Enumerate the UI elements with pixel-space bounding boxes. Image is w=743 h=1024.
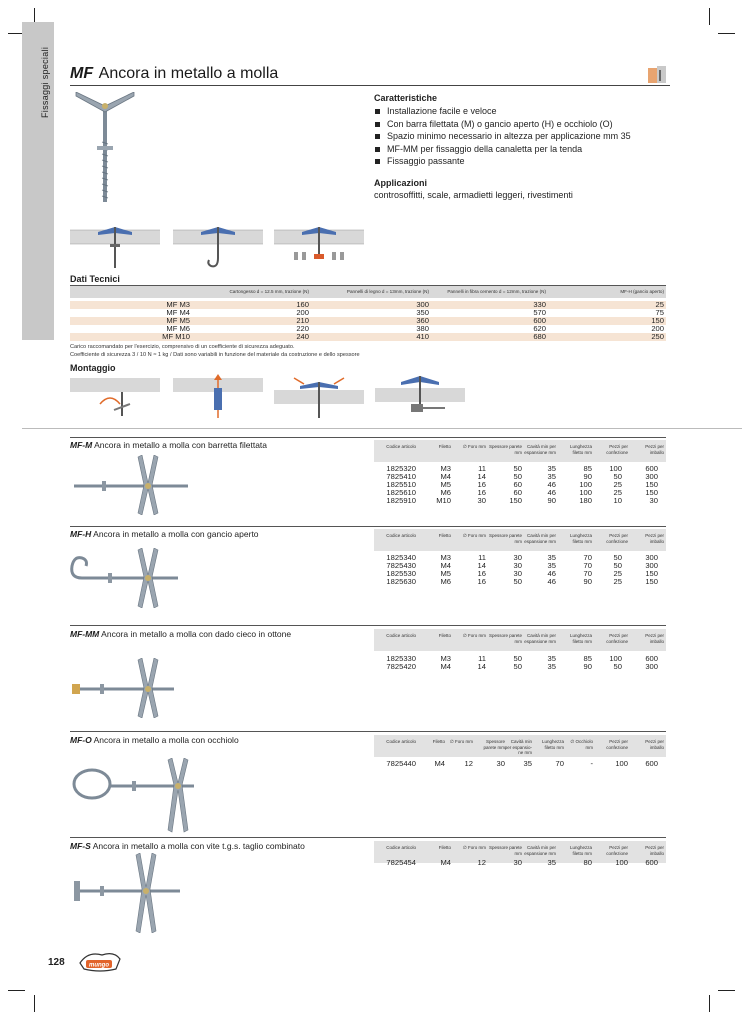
product-name: Ancora in metallo a molla con barretta filettata xyxy=(94,440,268,450)
applications-heading: Applicazioni xyxy=(374,178,428,188)
tech-table-row xyxy=(70,301,666,309)
column-header: Spessore parete mm xyxy=(483,739,505,750)
crop-mark xyxy=(34,995,35,1012)
cell: 30 xyxy=(513,858,522,867)
cell-code: 1825340 xyxy=(386,553,416,562)
crop-mark xyxy=(718,990,735,991)
section-separator xyxy=(22,428,742,429)
cell: 85 xyxy=(583,654,592,663)
crop-mark xyxy=(709,995,710,1012)
cell: 100 xyxy=(615,759,628,768)
cell: 150 xyxy=(645,488,658,497)
cell: M4 xyxy=(434,759,445,768)
product-name: Ancora in metallo a molla con occhiolo xyxy=(93,735,239,745)
cell: 60 xyxy=(513,480,522,489)
feature-item: Fissaggio passante xyxy=(374,155,631,168)
cell-code: 7825440 xyxy=(386,759,416,768)
tech-column-header: Cartongesso d = 12.5 mm, trazione (N) xyxy=(229,289,309,294)
column-header: Lunghezza filetto mm xyxy=(569,633,592,644)
cell: M5 xyxy=(440,569,451,578)
cell: 50 xyxy=(513,577,522,586)
column-header: Lunghezza filetto mm xyxy=(569,533,592,544)
product-title-mf-h xyxy=(70,529,259,539)
cell: 35 xyxy=(523,759,532,768)
tech-cell: MF M4 xyxy=(166,308,190,317)
cell: 150 xyxy=(645,569,658,578)
tech-table-row xyxy=(70,333,666,341)
product-image-mf-h xyxy=(68,548,188,608)
application-diagram-cement xyxy=(274,222,364,270)
tech-column-header: Pannelli in fibra cemento d = 12mm, trazione (N) xyxy=(447,289,546,294)
crop-mark xyxy=(709,8,710,25)
tech-cell: 330 xyxy=(533,300,546,309)
cell: M3 xyxy=(440,553,451,562)
cell-code: 1825510 xyxy=(386,480,416,489)
product-image-mf-o xyxy=(68,758,198,833)
column-header: Pezzi per imballo xyxy=(645,444,664,455)
product-image-mf-m xyxy=(72,455,192,515)
cell-code: 1825910 xyxy=(386,496,416,505)
cell-code: 7825454 xyxy=(386,858,416,867)
cell: 35 xyxy=(547,553,556,562)
product-code: MF-S xyxy=(70,841,91,851)
column-header: Filetto xyxy=(432,739,445,744)
tech-table-header xyxy=(70,285,666,298)
tech-cell: 250 xyxy=(651,332,664,341)
cell-code: 7825420 xyxy=(386,662,416,671)
cell: 30 xyxy=(513,553,522,562)
cell: 30 xyxy=(496,759,505,768)
cell: 11 xyxy=(478,654,486,663)
cell: 35 xyxy=(547,464,556,473)
cell: 14 xyxy=(477,662,486,671)
tech-cell: 75 xyxy=(655,308,664,317)
product-image-mf-mm xyxy=(70,658,190,718)
cell: 30 xyxy=(477,496,486,505)
column-header: Pezzi per imballo xyxy=(645,533,664,544)
cell: 50 xyxy=(513,662,522,671)
column-header: ∅ Foro mm xyxy=(462,633,486,638)
cell: 35 xyxy=(547,561,556,570)
cell: 600 xyxy=(645,858,658,867)
cell: 100 xyxy=(609,654,622,663)
cell: 150 xyxy=(509,496,522,505)
column-header: Pezzi per confezione xyxy=(606,533,628,544)
tech-table-row xyxy=(70,325,666,333)
tech-note: Coefficiente di sicurezza 3 / 10 N ≈ 1 kg / Dati sono variabili in funzione del materiale da costruzione e dello spessore xyxy=(70,352,360,358)
page-title xyxy=(70,65,278,83)
column-header: ∅ Occhiolo mm xyxy=(570,739,593,750)
cell: 11 xyxy=(478,553,486,562)
cell: 90 xyxy=(583,472,592,481)
cell: M3 xyxy=(440,654,451,663)
column-header: Cavità min per espansio- ne mm xyxy=(504,739,532,756)
cell-code: 1825320 xyxy=(386,464,416,473)
column-header: Pezzi per confezione xyxy=(606,845,628,856)
cell: 35 xyxy=(547,858,556,867)
brand-code: MF xyxy=(70,65,94,82)
cell: 100 xyxy=(579,480,592,489)
cell: 16 xyxy=(477,480,486,489)
product-rule xyxy=(70,837,666,838)
cell-code: 7825410 xyxy=(386,472,416,481)
column-header: Codice articolo xyxy=(386,845,416,850)
cell: 300 xyxy=(645,553,658,562)
cell: 300 xyxy=(645,662,658,671)
cell: 30 xyxy=(513,569,522,578)
column-header: Pezzi per confezione xyxy=(606,444,628,455)
tech-cell: 600 xyxy=(533,316,546,325)
cell-code: 7825430 xyxy=(386,561,416,570)
product-table-header xyxy=(374,735,666,757)
tech-table-rule xyxy=(70,285,666,286)
cell: 70 xyxy=(583,553,592,562)
cell: M4 xyxy=(440,662,451,671)
tech-cell: 350 xyxy=(416,308,429,317)
cell: 150 xyxy=(645,480,658,489)
cell: 12 xyxy=(464,759,473,768)
tech-cell: 160 xyxy=(296,300,309,309)
cell: 50 xyxy=(513,472,522,481)
cell: M10 xyxy=(436,496,451,505)
cell: M4 xyxy=(440,858,451,867)
assembly-step-1 xyxy=(70,374,160,420)
column-header: Filetto xyxy=(438,444,451,449)
cell: 150 xyxy=(645,577,658,586)
tech-cell: 300 xyxy=(416,300,429,309)
cell: M4 xyxy=(440,472,451,481)
tech-cell: MF M3 xyxy=(166,300,190,309)
cell: 14 xyxy=(477,561,486,570)
table-row xyxy=(374,760,666,768)
cell: 16 xyxy=(477,569,486,578)
table-row xyxy=(374,859,666,867)
cell: 300 xyxy=(645,561,658,570)
tech-cell: 240 xyxy=(296,332,309,341)
cell: 25 xyxy=(613,577,622,586)
cell: 100 xyxy=(615,858,628,867)
title-divider xyxy=(70,85,670,86)
column-header: ∅ Foro mm xyxy=(449,739,473,744)
application-diagram-hook xyxy=(173,222,263,270)
cell: 12 xyxy=(477,858,486,867)
column-header: ∅ Foro mm xyxy=(462,444,486,449)
product-rule xyxy=(70,731,666,732)
column-header: Spessore parete mm xyxy=(488,845,522,856)
table-row xyxy=(374,497,666,505)
feature-item: Installazione facile e veloce xyxy=(374,105,631,118)
cell: - xyxy=(590,759,593,768)
cell: M4 xyxy=(440,561,451,570)
table-row xyxy=(374,663,666,671)
cell-code: 1825630 xyxy=(386,577,416,586)
product-rule xyxy=(70,437,666,438)
cell: 35 xyxy=(547,472,556,481)
category-icon xyxy=(648,65,666,83)
cell: 70 xyxy=(583,561,592,570)
tech-table-row xyxy=(70,317,666,325)
cell: 600 xyxy=(645,759,658,768)
cell: 100 xyxy=(609,464,622,473)
tech-cell: MF M5 xyxy=(166,316,190,325)
cell: 80 xyxy=(583,858,592,867)
feature-item: Con barra filettata (M) o gancio aperto (H) e occhiolo (O) xyxy=(374,118,631,131)
page-number: 128 xyxy=(48,957,65,968)
cell: 85 xyxy=(583,464,592,473)
column-header: Spessore parete mm xyxy=(488,444,522,455)
column-header: Filetto xyxy=(438,845,451,850)
cell: 46 xyxy=(547,480,556,489)
cell: 16 xyxy=(477,577,486,586)
product-title-mf-o xyxy=(70,735,239,745)
title-text: Ancora in metallo a molla xyxy=(98,65,279,82)
tech-column-header: MF-H (gancio aperto) xyxy=(620,289,664,294)
tech-data-heading: Dati Tecnici xyxy=(70,274,120,284)
product-code: MF-O xyxy=(70,735,92,745)
cell: 50 xyxy=(613,662,622,671)
product-name: Ancora in metallo a molla con vite t.g.s. taglio combinato xyxy=(92,841,305,851)
product-title-mf-mm xyxy=(70,629,291,639)
column-header: Filetto xyxy=(438,633,451,638)
feature-item: Spazio minimo necessario in altezza per applicazione mm 35 xyxy=(374,130,631,143)
cell: 70 xyxy=(555,759,564,768)
column-header: Codice articolo xyxy=(386,444,416,449)
tech-cell: 410 xyxy=(416,332,429,341)
product-name: Ancora in metallo a molla con dado cieco in ottone xyxy=(101,629,292,639)
product-image-mf-s xyxy=(70,853,190,933)
column-header: Spessore parete mm xyxy=(488,533,522,544)
column-header: Cavità min per espansione mm xyxy=(524,533,556,544)
cell: 46 xyxy=(547,569,556,578)
column-header: Lunghezza filetto mm xyxy=(569,845,592,856)
tech-cell: 360 xyxy=(416,316,429,325)
cell: M5 xyxy=(440,480,451,489)
applications-text: controsoffitti, scale, armadietti leggeri, rivestimenti xyxy=(374,190,573,200)
tech-column-header: Pannelli di legno d = 13mm, trazione (N) xyxy=(346,289,429,294)
cell: 50 xyxy=(613,561,622,570)
product-rule xyxy=(70,526,666,527)
column-header: Codice articolo xyxy=(386,533,416,538)
product-code: MF-M xyxy=(70,440,93,450)
table-row xyxy=(374,578,666,586)
column-header: Pezzi per imballo xyxy=(645,739,664,750)
cell: 25 xyxy=(613,569,622,578)
product-title-mf-s xyxy=(70,841,305,851)
tech-cell: 620 xyxy=(533,324,546,333)
cell: 46 xyxy=(547,488,556,497)
cell: 50 xyxy=(613,553,622,562)
tech-cell: 200 xyxy=(296,308,309,317)
cell: 30 xyxy=(513,561,522,570)
assembly-step-4 xyxy=(375,374,465,420)
product-code: MF-H xyxy=(70,529,92,539)
column-header: Filetto xyxy=(438,533,451,538)
cell-code: 1825330 xyxy=(386,654,416,663)
product-table-header xyxy=(374,440,666,462)
brand-logo xyxy=(78,949,122,973)
column-header: Pezzi per imballo xyxy=(645,845,664,856)
product-title-mf-m xyxy=(70,440,267,450)
cell: 25 xyxy=(613,480,622,489)
cell: M3 xyxy=(440,464,451,473)
features-heading: Caratteristiche xyxy=(374,93,438,103)
cell: 50 xyxy=(613,472,622,481)
column-header: Pezzi per confezione xyxy=(606,633,628,644)
montaggio-heading: Montaggio xyxy=(70,363,116,373)
column-header: Cavità min per espansione mm xyxy=(524,633,556,644)
product-table-header xyxy=(374,529,666,551)
cell: 30 xyxy=(649,496,658,505)
cell-code: 1825530 xyxy=(386,569,416,578)
cell: M6 xyxy=(440,488,451,497)
product-table-header xyxy=(374,629,666,651)
cell: 180 xyxy=(579,496,592,505)
features-list xyxy=(374,105,631,168)
cell: 14 xyxy=(477,472,486,481)
column-header: Pezzi per confezione xyxy=(606,739,628,750)
column-header: ∅ Foro mm xyxy=(462,845,486,850)
product-code: MF-MM xyxy=(70,629,100,639)
tech-cell: 150 xyxy=(651,316,664,325)
cell: 46 xyxy=(547,577,556,586)
cell: 600 xyxy=(645,464,658,473)
tech-cell: 680 xyxy=(533,332,546,341)
tech-table-row xyxy=(70,309,666,317)
cell: 11 xyxy=(478,464,486,473)
column-header: Spessore parete mm xyxy=(488,633,522,644)
cell: 60 xyxy=(513,488,522,497)
tech-note: Carico raccomandato per l'esercizio, comprensivo di un coefficiente di sicurezza adeguato. xyxy=(70,344,295,350)
product-name: Ancora in metallo a molla con gancio aperto xyxy=(93,529,259,539)
cell: 50 xyxy=(513,464,522,473)
crop-mark xyxy=(718,33,735,34)
assembly-step-3 xyxy=(274,374,364,420)
cell: 16 xyxy=(477,488,486,497)
cell: 10 xyxy=(613,496,622,505)
cell: 90 xyxy=(583,577,592,586)
tech-cell: MF M10 xyxy=(162,332,190,341)
svg-text:mungo: mungo xyxy=(89,962,109,969)
crop-mark xyxy=(8,990,25,991)
column-header: Lunghezza filetto mm xyxy=(541,739,564,750)
cell: M6 xyxy=(440,577,451,586)
application-diagram-threaded xyxy=(70,222,160,270)
cell: 25 xyxy=(613,488,622,497)
cell: 70 xyxy=(583,569,592,578)
tech-cell: 570 xyxy=(533,308,546,317)
cell: 35 xyxy=(547,662,556,671)
tech-cell: 210 xyxy=(296,316,309,325)
tech-cell: 25 xyxy=(655,300,664,309)
cell: 90 xyxy=(547,496,556,505)
tech-cell: 220 xyxy=(296,324,309,333)
tech-cell: 200 xyxy=(651,324,664,333)
tech-cell: MF M6 xyxy=(166,324,190,333)
column-header: Cavità min per espansione mm xyxy=(524,444,556,455)
column-header: Lunghezza filetto mm xyxy=(569,444,592,455)
column-header: Pezzi per imballo xyxy=(645,633,664,644)
feature-item: MF-MM per fissaggio della canaletta per la tenda xyxy=(374,143,631,156)
main-product-image xyxy=(70,92,140,210)
cell: 35 xyxy=(547,654,556,663)
cell-code: 1825610 xyxy=(386,488,416,497)
column-header: Codice articolo xyxy=(386,739,416,744)
cell: 300 xyxy=(645,472,658,481)
cell: 90 xyxy=(583,662,592,671)
cell: 50 xyxy=(513,654,522,663)
sidebar-section-label: Fissaggi speciali xyxy=(40,46,50,118)
cell: 100 xyxy=(579,488,592,497)
cell: 600 xyxy=(645,654,658,663)
product-rule xyxy=(70,625,666,626)
column-header: Cavità min per espansione mm xyxy=(524,845,556,856)
tech-cell: 380 xyxy=(416,324,429,333)
column-header: ∅ Foro mm xyxy=(462,533,486,538)
assembly-step-2 xyxy=(173,374,263,420)
column-header: Codice articolo xyxy=(386,633,416,638)
